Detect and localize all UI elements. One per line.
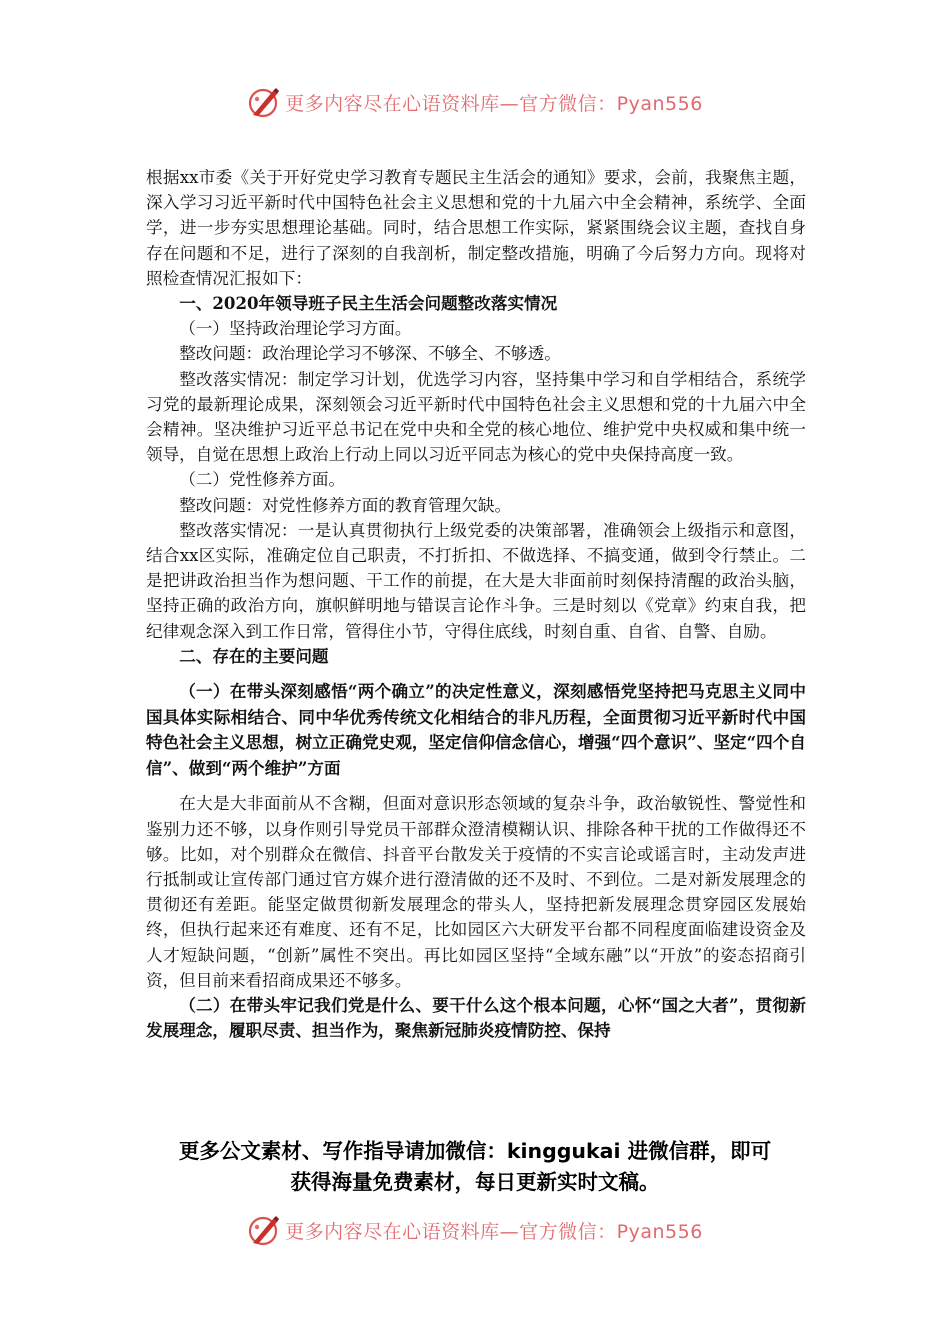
section-1-heading: 一、2020年领导班子民主生活会问题整改落实情况 [179, 293, 558, 314]
pen-circle-icon [247, 1213, 281, 1247]
section-1-problem-2: 整改问题：对党性修养方面的教育管理欠缺。 [179, 495, 512, 515]
section-2-heading: 二、存在的主要问题 [179, 645, 329, 666]
pen-circle-icon [247, 85, 281, 119]
promo-line-2: 获得海量免费素材，每日更新实时文稿。 [290, 1170, 660, 1194]
document-body [146, 165, 806, 1043]
section-2-subheading-2: （二）在带头牢记我们党是什么、要干什么这个根本问题，心怀“国之大者”，贯彻新发展理念，履职尽责、担当作为，聚焦新冠肺炎疫情防控、保持 [146, 995, 806, 1041]
section-1-problem-1: 整改问题：政治理论学习不够深、不够全、不够透。 [179, 344, 561, 364]
watermark-text: 更多内容尽在心语资料库—官方微信：Pyan556 [285, 92, 703, 115]
watermark-text: 更多内容尽在心语资料库—官方微信：Pyan556 [285, 1220, 703, 1243]
promo-line-1: 更多公文素材、写作指导请加微信：kinggukai 进微信群，即可 [178, 1139, 772, 1163]
footer-watermark [0, 1208, 950, 1252]
section-1-status-2: 整改落实情况：一是认真贯彻执行上级党委的决策部署，准确领会上级指示和意图，结合xx区实际，准确定位自己职责，不打折扣、不做选择、不搞变通，做到令行禁止。二是把讲政治担当作为想问题、干工作的前提，在大是大非面前时刻保持清醒的政治头脑，坚持正确的政治方向，旗帜鲜明地与错误言论作斗争。三是时刻以《党章》约束自我，把纪律观念深入到工作日常，管得住小节，守得住底线，时刻自重、自省、自警、自励。 [146, 520, 806, 641]
section-1-status-1: 整改落实情况：制定学习计划，优选学习内容，坚持集中学习和自学相结合，系统学习党的最新理论成果，深刻领会习近平新时代中国特色社会主义思想和党的十九届六中全会精神。坚决维护习近平总书记在党中央和全党的核心地位、维护党中央权威和集中统一领导，自觉在思想上政治上行动上同以习近平同志为核心的党中央保持高度一致。 [146, 369, 806, 465]
section-2-subheading-1: （一）在带头深刻感悟“两个确立”的决定性意义，深刻感悟党坚持把马克思主义同中国具体实际相结合、同中华优秀传统文化相结合的非凡历程，全面贯彻习近平新时代中国特色社会主义思想，树立正确党史观，坚定信仰信念信心，增强“四个意识”、坚定“四个自信”、做到“两个维护”方面 [146, 681, 806, 778]
section-1-subheading-1: （一）坚持政治理论学习方面。 [179, 319, 412, 339]
header-watermark [0, 80, 950, 124]
section-2-body-1: 在大是大非面前从不含糊，但面对意识形态领域的复杂斗争，政治敏锐性、警觉性和鉴别力还不够，以身作则引导党员干部群众澄清模糊认识、排除各种干扰的工作做得还不够。比如，对个别群众在微信、抖音平台散发关于疫情的不实言论或谣言时，主动发声进行抵制或让宣传部门通过官方媒介进行澄清做的还不及时、不到位。二是对新发展理念的贯彻还有差距。能坚定做贯彻新发展理念的带头人，坚持把新发展理念贯穿园区发展始终，但执行起来还有难度、还有不足，比如园区六大研发平台都不同程度面临建设资金及人才短缺问题，“创新”属性不突出。再比如园区坚持“全域东融”以“开放”的姿态招商引资，但目前来看招商成果还不够多。 [146, 794, 806, 990]
intro-paragraph: 根据xx市委《关于开好党史学习教育专题民主生活会的通知》要求，会前，我聚焦主题，深入学习习近平新时代中国特色社会主义思想和党的十九届六中全会精神，系统学、全面学，进一步夯实思想理论基础。同时，结合思想工作实际，紧紧围绕会议主题，查找自身存在问题和不足，进行了深刻的自我剖析，制定整改措施，明确了今后努力方向。现将对照检查情况汇报如下： [146, 168, 806, 288]
promo-banner [140, 1136, 810, 1198]
section-1-subheading-2: （二）党性修养方面。 [179, 470, 346, 490]
